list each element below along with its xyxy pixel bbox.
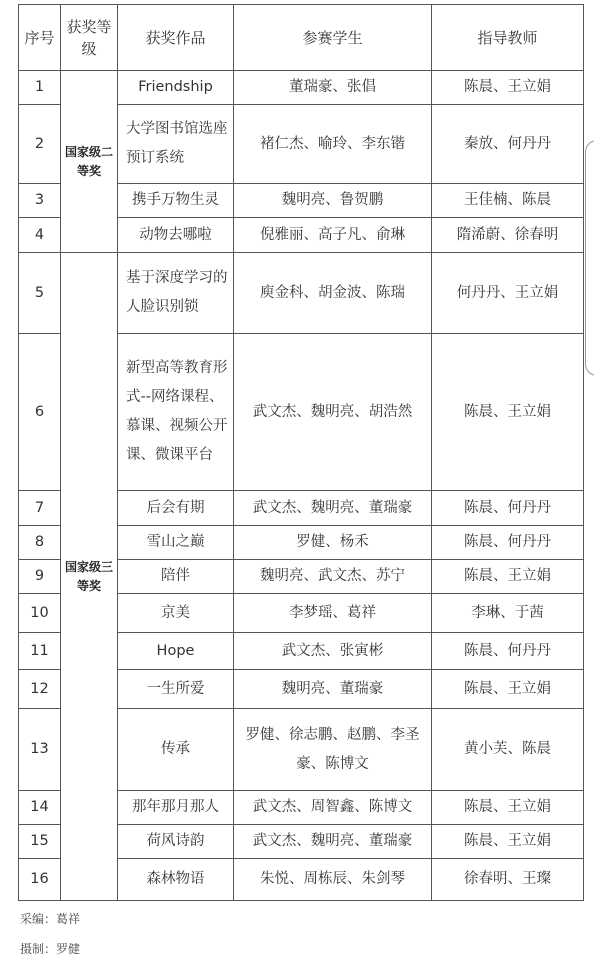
- row-students: 朱悦、周栋辰、朱剑琴: [234, 859, 432, 901]
- award-level-national-3: 国家级三等奖: [61, 253, 118, 901]
- row-num: 9: [19, 560, 61, 594]
- row-num: 13: [19, 709, 61, 791]
- row-students: 李梦瑶、葛祥: [234, 594, 432, 633]
- row-work: 一生所爱: [118, 670, 234, 709]
- row-num: 3: [19, 184, 61, 218]
- row-teachers: 陈晨、何丹丹: [432, 526, 584, 560]
- row-teachers: 隋浠蔚、徐春明: [432, 218, 584, 253]
- row-num: 10: [19, 594, 61, 633]
- row-work: 动物去哪啦: [118, 218, 234, 253]
- table-header-row: [19, 5, 584, 71]
- row-teachers: 秦放、何丹丹: [432, 105, 584, 184]
- row-num: 11: [19, 633, 61, 670]
- row-students: 罗健、徐志鹏、赵鹏、李圣豪、陈博文: [234, 709, 432, 791]
- row-teachers: 李琳、于茜: [432, 594, 584, 633]
- row-students: 庾金科、胡金波、陈瑞: [234, 253, 432, 334]
- row-work: 京美: [118, 594, 234, 633]
- header-level: 获奖等级: [61, 5, 118, 71]
- photographer-credit: 摄制：罗健: [20, 942, 81, 956]
- row-num: 12: [19, 670, 61, 709]
- row-students: 武文杰、魏明亮、胡浩然: [234, 334, 432, 491]
- row-teachers: 陈晨、王立娟: [432, 334, 584, 491]
- row-students: 武文杰、张寅彬: [234, 633, 432, 670]
- row-work: 基于深度学习的人脸识别锁: [118, 253, 234, 334]
- row-teachers: 陈晨、王立娟: [432, 560, 584, 594]
- row-teachers: 陈晨、王立娟: [432, 791, 584, 825]
- table-row: [19, 253, 584, 334]
- row-students: 褚仁杰、喻玲、李东锴: [234, 105, 432, 184]
- header-work: 获奖作品: [118, 5, 234, 71]
- row-work: 大学图书馆选座预订系统: [118, 105, 234, 184]
- row-num: 14: [19, 791, 61, 825]
- row-work: 森林物语: [118, 859, 234, 901]
- award-table: [18, 4, 584, 901]
- row-work: 荷风诗韵: [118, 825, 234, 859]
- row-work: 传承: [118, 709, 234, 791]
- row-students: 武文杰、魏明亮、董瑞豪: [234, 491, 432, 526]
- row-num: 1: [19, 71, 61, 105]
- row-teachers: 王佳楠、陈晨: [432, 184, 584, 218]
- row-num: 4: [19, 218, 61, 253]
- row-num: 16: [19, 859, 61, 901]
- row-teachers: 陈晨、王立娟: [432, 71, 584, 105]
- row-students: 罗健、杨禾: [234, 526, 432, 560]
- row-students: 魏明亮、鲁贺鹏: [234, 184, 432, 218]
- row-work: Friendship: [118, 71, 234, 105]
- row-work: 新型高等教育形式--网络课程、慕课、视频公开课、微课平台: [118, 334, 234, 491]
- row-students: 武文杰、魏明亮、董瑞豪: [234, 825, 432, 859]
- row-students: 董瑞豪、张倡: [234, 71, 432, 105]
- row-teachers: 陈晨、何丹丹: [432, 633, 584, 670]
- row-teachers: 陈晨、王立娟: [432, 670, 584, 709]
- row-work: 后会有期: [118, 491, 234, 526]
- header-teachers: 指导教师: [432, 5, 584, 71]
- row-work: Hope: [118, 633, 234, 670]
- row-teachers: 徐春明、王璨: [432, 859, 584, 901]
- row-teachers: 黄小芙、陈晨: [432, 709, 584, 791]
- row-work: 那年那月那人: [118, 791, 234, 825]
- header-students: 参赛学生: [234, 5, 432, 71]
- award-level-national-2: 国家级二等奖: [61, 71, 118, 253]
- row-students: 武文杰、周智鑫、陈博文: [234, 791, 432, 825]
- row-students: 魏明亮、董瑞豪: [234, 670, 432, 709]
- side-bracket-mark: [585, 140, 594, 376]
- row-num: 6: [19, 334, 61, 491]
- table-row: [19, 71, 584, 105]
- row-num: 15: [19, 825, 61, 859]
- row-num: 5: [19, 253, 61, 334]
- row-work: 雪山之巅: [118, 526, 234, 560]
- row-students: 魏明亮、武文杰、苏宁: [234, 560, 432, 594]
- row-teachers: 陈晨、王立娟: [432, 825, 584, 859]
- row-teachers: 何丹丹、王立娟: [432, 253, 584, 334]
- row-num: 7: [19, 491, 61, 526]
- row-num: 8: [19, 526, 61, 560]
- row-students: 倪雅丽、高子凡、俞琳: [234, 218, 432, 253]
- editor-credit: 采编：葛祥: [20, 912, 81, 926]
- row-work: 陪伴: [118, 560, 234, 594]
- row-teachers: 陈晨、何丹丹: [432, 491, 584, 526]
- header-num: 序号: [19, 5, 61, 71]
- row-work: 携手万物生灵: [118, 184, 234, 218]
- row-num: 2: [19, 105, 61, 184]
